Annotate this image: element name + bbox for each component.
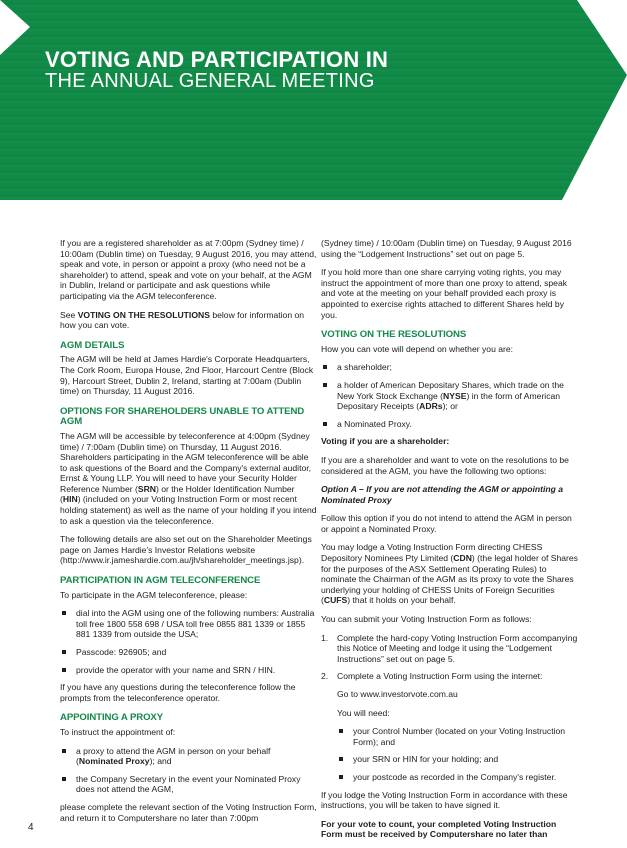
list-item-text: Passcode: 926905; and (76, 647, 167, 657)
proxy-outro: please complete the relevant section of the Voting Instruction Form, and return it to Computershare no later than 7:00pm (60, 801, 317, 823)
list-item-text: ) in the form of American Depositary Receipts ( (337, 390, 561, 412)
shareholder-subheading-text: Voting if you are a shareholder: (321, 436, 450, 447)
voting-intro: How you can vote will depend on whether you are: (321, 343, 514, 354)
see-paragraph (60, 310, 317, 331)
list-item-text: your postcode as recorded in the Company's register. (353, 771, 557, 782)
proxy-heading: APPOINTING A PROXY (60, 712, 164, 724)
bullet-icon (339, 757, 343, 761)
page-title-line2: THE ANNUAL GENERAL MEETING (45, 70, 375, 92)
list-item (60, 608, 317, 640)
bullet-icon (62, 777, 66, 781)
list-item-text: the Company Secretary in the event your Nominated Proxy does not attend the AGM, (76, 773, 301, 795)
options-text-c: ) (included on your Voting Instruction Form or most recent holding statement) as well as the name of your holding if you intend to ask a question via the teleconference. (60, 494, 317, 526)
bullet-icon (339, 729, 343, 733)
list-item-text: a proxy to attend the AGM in person on your behalf ( (76, 745, 271, 767)
page-number: 4 (28, 822, 34, 833)
participation-intro: To participate in the AGM teleconference, please: (60, 589, 248, 600)
list-item (321, 380, 578, 412)
list-item (60, 774, 317, 795)
list-item-text: a shareholder; (337, 362, 392, 373)
list-item (321, 419, 578, 430)
submit-paragraph: You can submit your Voting Instruction Form as follows: (321, 614, 532, 625)
list-item-text: your Control Number (located on your Voting Instruction Form); and (353, 726, 566, 747)
banner-shape (0, 0, 627, 200)
left-column (60, 238, 317, 831)
option-a-text: Follow this option if you do not intend to attend the AGM in person or appoint a Nominated Proxy. (321, 513, 572, 534)
submit-steps (321, 633, 578, 682)
final-bold: For your vote to count, your completed Voting Instruction Form must be received by Computershare no later than (321, 818, 557, 840)
list-item-text: ); or (442, 401, 458, 412)
need-list (321, 726, 578, 782)
options-text-a: The AGM will be accessible by teleconference at 4:00pm (Sydney time) / 7:00am (Dublin time) on Thursday, 11 August 2016. Shareholders participating in the AGM teleconference will be able to ask questions of the Board and the Company's external auditor, Ernst & Young LLP. You will need to have your Security Holder Reference Number ( (60, 430, 312, 494)
option-a-heading: Option A – If you are not attending the AGM or appointing a Nominated Proxy (321, 484, 564, 505)
chess-text-a: You may lodge a Voting Instruction Form directing CHESS Depository Nominees Pty Limited ( (321, 542, 543, 564)
list-item-text: dial into the AGM using one of the following numbers: Australia toll free 1800 558 698 / USA toll free 0855 881 1339 or 1855 881 1339 from outside the USA; (76, 608, 315, 640)
bullet-icon (62, 650, 66, 654)
nyse-bold: NYSE (443, 390, 467, 401)
lodge-paragraph: If you lodge the Voting Instruction Form in accordance with these instructions, you will be taken to have signed it. (321, 789, 568, 811)
voting-list (321, 362, 578, 429)
multiple-proxies-paragraph: If you hold more than one share carrying voting rights, you may instruct the appointment of more than one proxy to attend, speak and vote at the meeting on your behalf provided each proxy is appointed to exercise rights attached to different Shares held by you. (321, 267, 568, 320)
voting-heading: VOTING ON THE RESOLUTIONS (321, 329, 467, 341)
list-item (60, 665, 317, 676)
list-item-text: a holder of American Depositary Shares, which trade on the New York Stock Exchange ( (337, 379, 564, 401)
list-item (321, 772, 578, 783)
options-heading: OPTIONS FOR SHAREHOLDERS UNABLE TO ATTEND AGM (60, 405, 305, 428)
page-title-line1: VOTING AND PARTICIPATION IN (45, 47, 389, 72)
adrs-bold: ADRs (419, 401, 443, 412)
bullet-icon (323, 422, 327, 426)
step-number: 2. (321, 671, 329, 682)
chess-paragraph (321, 542, 578, 606)
step-number: 1. (321, 632, 329, 643)
need-text: You will need: (337, 707, 390, 718)
list-item (321, 362, 578, 373)
step-text: Complete the hard-copy Voting Instruction Form accompanying this Notice of Meeting and lodge it using the “Lodgement Instructions” set out on page 5. (337, 632, 578, 664)
nominated-proxy-bold: Nominated Proxy (78, 756, 150, 767)
chess-text-b: ) (the legal holder of Shares for the purposes of the ASX Settlement Operating Rules) to nominate the Chairman of the AGM as its proxy to vote the Shares underlying your holding of CHESS Units of Foreign Securities ( (321, 553, 578, 606)
proxy-list (60, 746, 317, 795)
intro-paragraph: If you are a registered shareholder as at 7:00pm (Sydney time) / 10:00am (Dublin time) on Tuesday, 9 August 2016, you may attend, speak and vote, in person or appoint a proxy (who need not be a shareholder) to attend, speak and vote on your behalf, at the AGM in Dublin, Ireland or participate and ask questions while participating via the AGM teleconference. (60, 238, 317, 301)
bullet-icon (323, 383, 327, 387)
list-item (60, 746, 317, 767)
header-banner (0, 0, 627, 200)
see-text-post: below for information on how you can vote. (60, 309, 305, 331)
see-text: See (60, 309, 78, 320)
bullet-icon (62, 611, 66, 615)
cufs-bold: CUFS (323, 595, 348, 606)
participation-outro: If you have any questions during the teleconference follow the prompts from the teleconference operator. (60, 682, 296, 703)
final-paragraph (321, 819, 578, 840)
list-item-text: your SRN or HIN for your holding; and (353, 754, 499, 765)
continued-paragraph: (Sydney time) / 10:00am (Dublin time) on Tuesday, 9 August 2016 using the “Lodgement Instructions” set out on page 5. (321, 238, 572, 259)
list-item-text: provide the operator with your name and SRN / HIN. (76, 664, 276, 675)
chess-text-c: ) that it holds on your behalf. (347, 595, 456, 606)
bullet-icon (62, 749, 66, 753)
list-item (321, 726, 578, 747)
participation-heading: PARTICIPATION IN AGM TELECONFERENCE (60, 575, 261, 587)
list-item (60, 647, 317, 658)
agm-details-heading: AGM DETAILS (60, 339, 125, 351)
step-item (321, 671, 578, 682)
proxy-intro: To instruct the appointment of: (60, 726, 176, 737)
see-bold: VOTING ON THE RESOLUTIONS (77, 309, 210, 320)
bullet-icon (323, 365, 327, 369)
goto-text: Go to www.investorvote.com.au (337, 689, 458, 699)
list-item-text: a Nominated Proxy. (337, 418, 412, 429)
options-paragraph-2: The following details are also set out on the Shareholder Meetings page on James Hardie's Investor Relations website (http://www.ir.jameshardie.com.au/jh/shareholder_meetings.jsp). (60, 534, 312, 566)
cdn-bold: CDN (453, 553, 472, 564)
right-column (321, 238, 578, 848)
srn-bold: SRN (137, 483, 157, 494)
agm-details-text: The AGM will be held at James Hardie's Corporate Headquarters, The Cork Room, Europa House, 2nd Floor, Harcourt Centre (Block 9), Harcourt Street, Dublin 2, Ireland, starting at 7:00am (Dublin time) on Thursday, 11 August 2016. (60, 354, 314, 397)
list-item-text: ); and (149, 756, 172, 767)
step-text: Complete a Voting Instruction Form using the internet: (337, 671, 543, 682)
bullet-icon (62, 668, 66, 672)
step-item (321, 633, 578, 665)
shareholder-text: If you are a shareholder and want to vote on the resolutions to be considered at the AGM, you have the following two options: (321, 454, 569, 476)
bullet-icon (339, 775, 343, 779)
options-text-b: ) or the Holder Identification Number ( (60, 483, 295, 505)
options-paragraph (60, 431, 317, 526)
list-item (321, 754, 578, 765)
shareholder-subheading (321, 436, 578, 447)
participation-list (60, 608, 317, 675)
hin-bold: HIN (62, 494, 78, 505)
